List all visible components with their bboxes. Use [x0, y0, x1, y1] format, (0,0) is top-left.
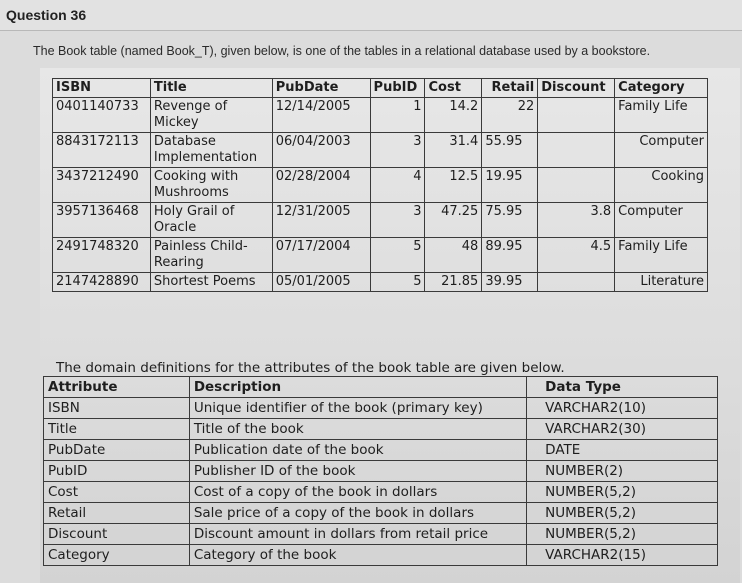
table-row [53, 98, 708, 133]
isbn-cell: 0401140733 [53, 98, 151, 133]
cost-cell: 48 [425, 238, 482, 273]
isbn-cell: 3957136468 [53, 203, 151, 238]
domain-table-header [44, 377, 718, 398]
pubdate-cell: 05/01/2005 [272, 273, 370, 292]
retail-cell: 75.95 [482, 203, 538, 238]
title-cell: Shortest Poems [150, 273, 272, 292]
description-cell: Category of the book [189, 545, 526, 566]
pubdate-cell: 07/17/2004 [272, 238, 370, 273]
col-header-category: Category [615, 79, 708, 98]
question-header-bar [0, 0, 742, 31]
attribute-cell: Cost [44, 482, 190, 503]
attribute-cell: Discount [44, 524, 190, 545]
title-cell: Cooking with Mushrooms [150, 168, 272, 203]
domain-intro-text: The domain definitions for the attributes of the book table are given below. [56, 360, 565, 376]
discount-cell [538, 273, 615, 292]
table-row [53, 133, 708, 168]
table-row [44, 419, 718, 440]
pubid-cell: 5 [370, 273, 425, 292]
pubid-cell: 3 [370, 133, 425, 168]
cost-cell: 47.25 [425, 203, 482, 238]
retail-cell: 19.95 [482, 168, 538, 203]
table-row [53, 273, 708, 292]
cost-cell: 12.5 [425, 168, 482, 203]
attribute-cell: Title [44, 419, 190, 440]
col-header-cost: Cost [425, 79, 482, 98]
table-row [53, 203, 708, 238]
table-row [44, 482, 718, 503]
category-cell: Family Life [615, 98, 708, 133]
attribute-cell: ISBN [44, 398, 190, 419]
pubid-cell: 1 [370, 98, 425, 133]
data-type-cell: NUMBER(5,2) [527, 524, 718, 545]
cost-cell: 14.2 [425, 98, 482, 133]
retail-cell: 55.95 [482, 133, 538, 168]
isbn-cell: 2147428890 [53, 273, 151, 292]
data-type-cell: NUMBER(5,2) [527, 503, 718, 524]
table-row [44, 461, 718, 482]
pubdate-cell: 02/28/2004 [272, 168, 370, 203]
col-header-title: Title [150, 79, 272, 98]
pubid-cell: 5 [370, 238, 425, 273]
table-row [44, 440, 718, 461]
pubdate-cell: 12/31/2005 [272, 203, 370, 238]
title-cell: Painless Child-Rearing [150, 238, 272, 273]
attribute-cell: PubID [44, 461, 190, 482]
discount-cell [538, 133, 615, 168]
question-intro-text: The Book table (named Book_T), given below, is one of the tables in a relational database used by a bookstore. [33, 44, 651, 58]
title-cell: Holy Grail of Oracle [150, 203, 272, 238]
discount-cell [538, 168, 615, 203]
data-type-cell: VARCHAR2(30) [527, 419, 718, 440]
data-type-cell: VARCHAR2(10) [527, 398, 718, 419]
attribute-cell: Category [44, 545, 190, 566]
col-header-pubid: PubID [370, 79, 425, 98]
discount-cell [538, 98, 615, 133]
isbn-cell: 3437212490 [53, 168, 151, 203]
data-type-cell: NUMBER(5,2) [527, 482, 718, 503]
category-cell: Literature [615, 273, 708, 292]
cost-cell: 21.85 [425, 273, 482, 292]
col-header-isbn: ISBN [53, 79, 151, 98]
pubid-cell: 3 [370, 203, 425, 238]
book-table-header [53, 79, 708, 98]
table-row [44, 503, 718, 524]
pubid-cell: 4 [370, 168, 425, 203]
description-cell: Unique identifier of the book (primary key) [189, 398, 526, 419]
description-cell: Sale price of a copy of the book in dollars [189, 503, 526, 524]
table-row [44, 545, 718, 566]
col-header-retail: Retail [482, 79, 538, 98]
retail-cell: 39.95 [482, 273, 538, 292]
col-header-attribute: Attribute [44, 377, 190, 398]
table-row [44, 398, 718, 419]
data-type-cell: VARCHAR2(15) [527, 545, 718, 566]
discount-cell: 3.8 [538, 203, 615, 238]
retail-cell: 22 [482, 98, 538, 133]
table-row [44, 524, 718, 545]
data-type-cell: DATE [527, 440, 718, 461]
table-row [53, 238, 708, 273]
category-cell: Computer [615, 203, 708, 238]
question-title: Question 36 [6, 7, 87, 23]
title-cell: Revenge of Mickey [150, 98, 272, 133]
book-table [52, 78, 708, 292]
title-cell: Database Implementation [150, 133, 272, 168]
data-type-cell: NUMBER(2) [527, 461, 718, 482]
category-cell: Cooking [615, 168, 708, 203]
discount-cell: 4.5 [538, 238, 615, 273]
domain-definitions-table [43, 376, 718, 566]
category-cell: Computer [615, 133, 708, 168]
col-header-pubdate: PubDate [272, 79, 370, 98]
pubdate-cell: 06/04/2003 [272, 133, 370, 168]
description-cell: Discount amount in dollars from retail price [189, 524, 526, 545]
attribute-cell: Retail [44, 503, 190, 524]
attribute-cell: PubDate [44, 440, 190, 461]
isbn-cell: 8843172113 [53, 133, 151, 168]
category-cell: Family Life [615, 238, 708, 273]
cost-cell: 31.4 [425, 133, 482, 168]
retail-cell: 89.95 [482, 238, 538, 273]
pubdate-cell: 12/14/2005 [272, 98, 370, 133]
col-header-description: Description [189, 377, 526, 398]
description-cell: Cost of a copy of the book in dollars [189, 482, 526, 503]
description-cell: Publisher ID of the book [189, 461, 526, 482]
table-row [53, 168, 708, 203]
isbn-cell: 2491748320 [53, 238, 151, 273]
description-cell: Title of the book [189, 419, 526, 440]
col-header-data-type: Data Type [527, 377, 718, 398]
description-cell: Publication date of the book [189, 440, 526, 461]
col-header-discount: Discount [538, 79, 615, 98]
